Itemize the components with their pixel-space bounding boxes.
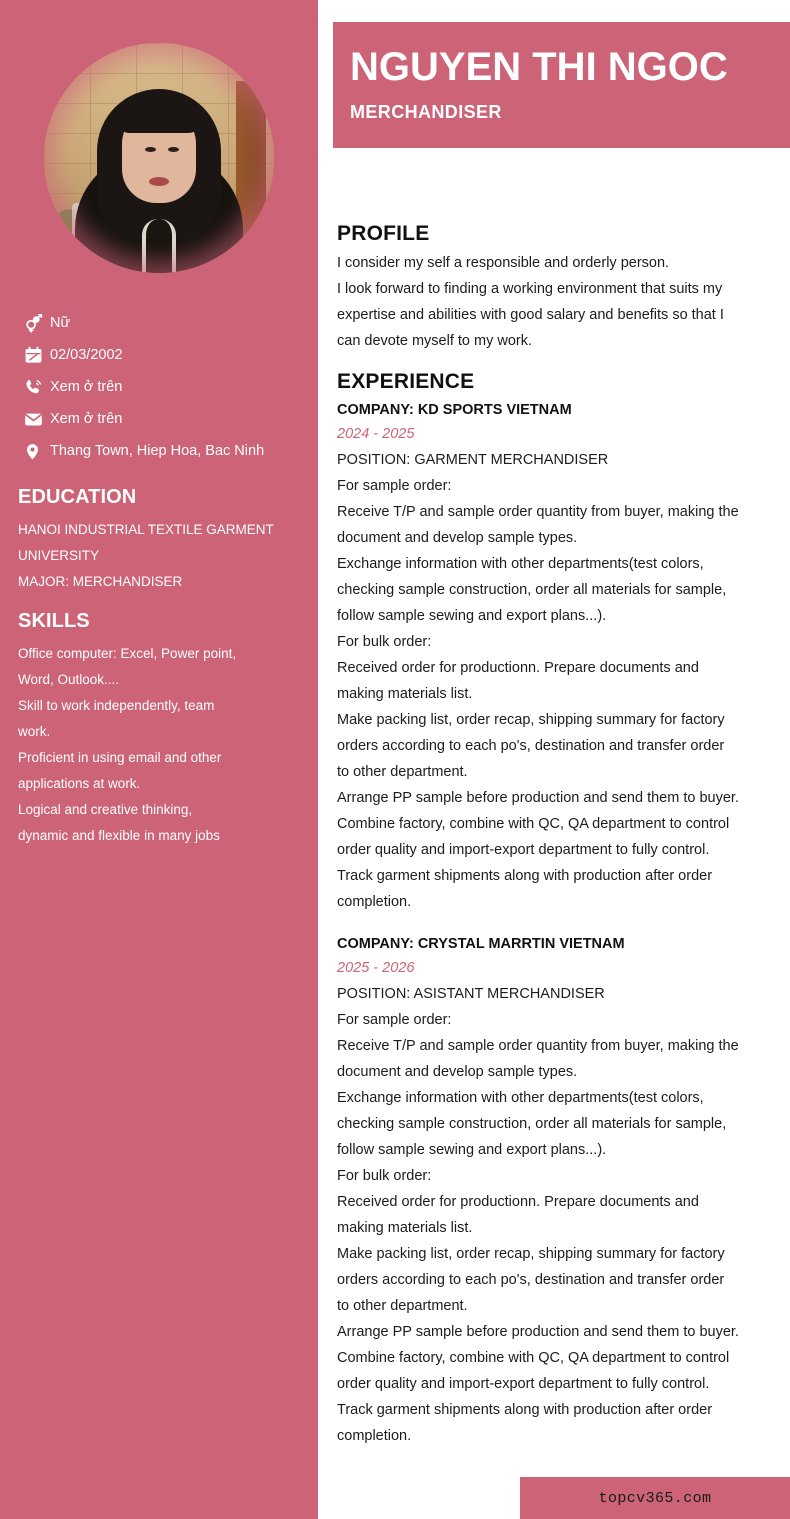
calendar-icon [24, 346, 50, 365]
sidebar [0, 0, 318, 1519]
job-line: POSITION: ASISTANT MERCHANDISER [337, 986, 605, 1002]
experience-section [337, 370, 787, 1449]
job-line: Received order for productionn. Prepare documents and [337, 660, 699, 676]
job-line: Arrange PP sample before production and send them to buyer. [337, 790, 739, 806]
job-line: For bulk order: [337, 1168, 432, 1184]
job-line: to other department. [337, 764, 468, 780]
profile-heading: PROFILE [337, 222, 430, 245]
contact-row-gender [24, 307, 304, 339]
education-line: MAJOR: MERCHANDISER [18, 574, 183, 589]
job-company: COMPANY: KD SPORTS VIETNAM [337, 402, 572, 418]
watermark-badge [520, 1477, 790, 1519]
skills-line: Office computer: Excel, Power point, [18, 646, 237, 661]
contact-list [24, 307, 304, 467]
education-line: UNIVERSITY [18, 548, 100, 563]
job-line: For sample order: [337, 478, 452, 494]
contact-row-email [24, 403, 304, 435]
job-line: Arrange PP sample before production and send them to buyer. [337, 1324, 739, 1340]
avatar [44, 43, 274, 273]
contact-value-email: Xem ở trên [50, 410, 123, 427]
contact-row-address [24, 435, 304, 467]
job-line: Received order for productionn. Prepare documents and [337, 1194, 699, 1210]
experience-item [337, 398, 787, 915]
profile-section [337, 222, 787, 354]
job-line: Combine factory, combine with QC, QA department to control [337, 1350, 730, 1366]
skills-line: Skill to work independently, team [18, 698, 215, 713]
gender-icon [24, 314, 50, 333]
job-line: making materials list. [337, 686, 473, 702]
skills-line: Logical and creative thinking, [18, 802, 193, 817]
education-heading: EDUCATION [18, 486, 137, 508]
contact-value-address: Thang Town, Hiep Hoa, Bac Ninh [50, 442, 265, 459]
skills-heading: SKILLS [18, 610, 90, 632]
education-section [18, 486, 302, 595]
job-line: Make packing list, order recap, shipping summary for factory [337, 712, 725, 728]
watermark-text: topcv365.com [598, 1489, 712, 1507]
main-column [333, 0, 790, 1519]
experience-spacer [337, 915, 787, 932]
job-company: COMPANY: CRYSTAL MARRTIN VIETNAM [337, 936, 625, 952]
job-line: Receive T/P and sample order quantity from buyer, making the [337, 1038, 739, 1054]
education-line: HANOI INDUSTRIAL TEXTILE GARMENT [18, 522, 274, 537]
contact-value-phone: Xem ở trên [50, 378, 123, 395]
contact-row-birthdate [24, 339, 304, 371]
section-spacer [337, 354, 787, 370]
experience-heading: EXPERIENCE [337, 370, 475, 393]
job-line: document and develop sample types. [337, 530, 578, 546]
contact-row-phone [24, 371, 304, 403]
job-line: checking sample construction, order all materials for sample, [337, 1116, 727, 1132]
job-line: order quality and import-export department to fully control. [337, 842, 710, 858]
job-line: checking sample construction, order all materials for sample, [337, 582, 727, 598]
job-line: For sample order: [337, 1012, 452, 1028]
job-years: 2025 - 2026 [337, 960, 415, 976]
job-line: Receive T/P and sample order quantity from buyer, making the [337, 504, 739, 520]
job-line: POSITION: GARMENT MERCHANDISER [337, 452, 609, 468]
job-line: to other department. [337, 1298, 468, 1314]
job-line: Make packing list, order recap, shipping summary for factory [337, 1246, 725, 1262]
photo-vignette [44, 43, 274, 273]
job-line: order quality and import-export department to fully control. [337, 1376, 710, 1392]
job-line: Combine factory, combine with QC, QA department to control [337, 816, 730, 832]
skills-line: applications at work. [18, 776, 141, 791]
job-line: For bulk order: [337, 634, 432, 650]
job-line: follow sample sewing and export plans...). [337, 608, 607, 624]
header-band [333, 22, 790, 148]
location-icon [24, 442, 50, 461]
profile-line: expertise and abilities with good salary and benefits so that I [337, 307, 724, 323]
phone-icon [24, 378, 50, 397]
email-icon [24, 410, 50, 429]
job-line: follow sample sewing and export plans...). [337, 1142, 607, 1158]
skills-line: Word, Outlook.... [18, 672, 120, 687]
job-line: orders according to each po's, destination and transfer order [337, 738, 725, 754]
job-line: Exchange information with other departments(test colors, [337, 556, 704, 572]
job-line: completion. [337, 894, 412, 910]
job-line: orders according to each po's, destination and transfer order [337, 1272, 725, 1288]
job-line: making materials list. [337, 1220, 473, 1236]
skills-line: dynamic and flexible in many jobs [18, 828, 220, 843]
skills-line: work. [18, 724, 51, 739]
job-line: Exchange information with other departments(test colors, [337, 1090, 704, 1106]
contact-value-birthdate: 02/03/2002 [50, 346, 123, 363]
header-role: MERCHANDISER [350, 102, 502, 122]
job-line: Track garment shipments along with production after order [337, 1402, 713, 1418]
profile-line: I look forward to finding a working environment that suits my [337, 281, 723, 297]
job-line: document and develop sample types. [337, 1064, 578, 1080]
main-body [337, 222, 787, 1449]
job-line: completion. [337, 1428, 412, 1444]
experience-item [337, 932, 787, 1449]
skills-section [18, 610, 302, 849]
job-years: 2024 - 2025 [337, 426, 415, 442]
profile-line: can devote myself to my work. [337, 333, 533, 349]
page-title: NGUYEN THI NGOC [350, 45, 728, 89]
profile-line: I consider my self a responsible and orderly person. [337, 255, 670, 271]
job-line: Track garment shipments along with production after order [337, 868, 713, 884]
skills-line: Proficient in using email and other [18, 750, 222, 765]
contact-value-gender: Nữ [50, 314, 71, 331]
